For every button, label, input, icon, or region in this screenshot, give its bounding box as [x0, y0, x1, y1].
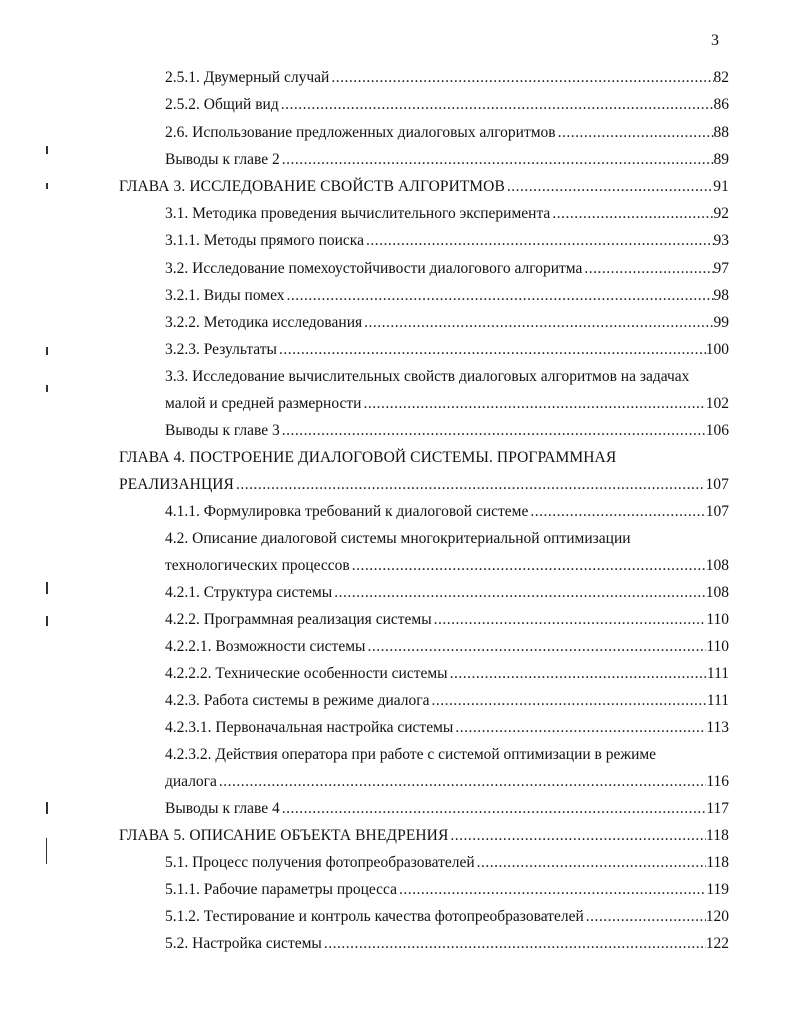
toc-entry-title: 5.1.2. Тестирование и контроль качества фотопреобразователей	[165, 908, 584, 925]
toc-entry[interactable]	[0, 664, 799, 684]
toc-entry-title-line1: 4.2. Описание диалоговой системы многокритериальной оптимизации	[165, 530, 631, 547]
toc-chapter[interactable]	[0, 177, 799, 197]
toc-entry-title: 4.2.2. Программная реализация системы	[165, 611, 432, 628]
toc-entry-title: Выводы к главе 2	[165, 151, 280, 168]
dot-leader	[584, 907, 706, 927]
toc-entry-title: 3.2.1. Виды помех	[165, 287, 285, 304]
toc-entry-title: 4.2.3. Работа системы в режиме диалога	[165, 692, 430, 709]
toc-entry-page: 122	[705, 935, 729, 952]
page-number: 3	[711, 32, 719, 49]
toc-entry[interactable]	[0, 583, 799, 603]
toc-entry[interactable]	[0, 95, 799, 115]
toc-entry-page: 88	[713, 124, 729, 141]
toc-entry-title: 5.1. Процесс получения фотопреобразователей	[165, 854, 475, 871]
dot-leader	[217, 772, 706, 792]
toc-entry-page: 100	[705, 341, 729, 358]
toc-entry[interactable]	[0, 529, 799, 577]
toc-entry-title: 2.5.1. Двумерный случай	[165, 69, 330, 86]
dot-leader	[505, 177, 713, 197]
toc-entry-title: 4.2.1. Структура системы	[165, 584, 333, 601]
toc-entry-page: 93	[713, 232, 729, 249]
toc-entry[interactable]	[0, 880, 799, 900]
toc-entry[interactable]	[0, 286, 799, 306]
dot-leader	[364, 231, 714, 251]
toc-entry-page: 113	[706, 719, 729, 736]
toc-entry-title: 4.2.2.1. Возможности системы	[165, 638, 366, 655]
dot-leader	[277, 340, 706, 360]
toc-entry[interactable]	[0, 68, 799, 88]
toc-entry-page: 89	[713, 151, 729, 168]
toc-entry-page: 110	[706, 611, 729, 628]
toc-entry-page: 117	[706, 800, 729, 817]
toc-entry-page: 118	[706, 827, 729, 844]
dot-leader	[448, 664, 707, 684]
toc-entry-title: Выводы к главе 3	[165, 422, 280, 439]
dot-leader	[528, 502, 705, 522]
toc-entry-title: малой и средней размерности	[165, 395, 362, 412]
toc-entry-title: 2.6. Использование предложенных диалоговых алгоритмов	[165, 124, 556, 141]
dot-leader	[234, 475, 705, 495]
toc-entry[interactable]	[0, 637, 799, 657]
dot-leader	[475, 853, 707, 873]
toc-entry-page: 99	[713, 314, 729, 331]
toc-entry[interactable]	[0, 610, 799, 630]
toc-entry-title: РЕАЛИЗАНЦИЯ	[119, 476, 234, 493]
dot-leader	[582, 259, 713, 279]
toc-chapter[interactable]	[0, 448, 799, 496]
toc-entry-title: 4.2.3.1. Первоначальная настройка системы	[165, 719, 454, 736]
toc-entry[interactable]	[0, 907, 799, 927]
dot-leader	[430, 691, 707, 711]
toc-entry-title: 5.1.1. Рабочие параметры процесса	[165, 881, 398, 898]
toc-entry-title: Выводы к главе 4	[165, 800, 280, 817]
dot-leader	[556, 123, 714, 143]
toc-entry[interactable]	[0, 367, 799, 415]
dot-leader	[280, 421, 706, 441]
toc-entry-page: 111	[706, 665, 729, 682]
toc-entry-title: 3.2.3. Результаты	[165, 341, 277, 358]
toc-chapter[interactable]	[0, 826, 799, 846]
dot-leader	[285, 286, 714, 306]
toc-entry[interactable]	[0, 502, 799, 522]
dot-leader	[453, 718, 706, 738]
toc-entry-title: 3.1. Методика проведения вычислительного эксперимента	[165, 205, 551, 222]
toc-entry[interactable]	[0, 204, 799, 224]
toc-entry-page: 106	[705, 422, 729, 439]
toc-entry-title: 4.1.1. Формулировка требований к диалоговой системе	[165, 503, 529, 520]
dot-leader	[362, 313, 713, 333]
toc-entry-page: 102	[705, 395, 729, 412]
toc-entry-title: технологических процессов	[165, 557, 350, 574]
dot-leader	[279, 95, 714, 115]
dot-leader	[280, 150, 714, 170]
toc-entry-page: 107	[705, 476, 729, 493]
toc-entry-page: 118	[706, 854, 729, 871]
toc-entry-page: 92	[713, 205, 729, 222]
toc-entry[interactable]	[0, 853, 799, 873]
toc-entry[interactable]	[0, 340, 799, 360]
toc-entry[interactable]	[0, 259, 799, 279]
toc-entry-page: 98	[713, 287, 729, 304]
toc-entry[interactable]	[0, 799, 799, 819]
toc-entry-title: 4.2.2.2. Технические особенности системы	[165, 665, 448, 682]
toc-entry[interactable]	[0, 691, 799, 711]
dot-leader	[332, 583, 706, 603]
dot-leader	[397, 880, 706, 900]
toc-entry[interactable]	[0, 123, 799, 143]
toc-entry-title: ГЛАВА 3. ИССЛЕДОВАНИЕ СВОЙСТВ АЛГОРИТМОВ	[119, 178, 505, 195]
dot-leader	[448, 826, 706, 846]
dot-leader	[329, 68, 713, 88]
dot-leader	[432, 610, 707, 630]
toc-entry-page: 111	[706, 692, 729, 709]
toc-entry[interactable]	[0, 934, 799, 954]
toc-entry[interactable]	[0, 231, 799, 251]
toc-entry-page: 120	[705, 908, 729, 925]
toc-entry-title-line1: 3.3. Исследование вычислительных свойств диалоговых алгоритмов на задачах	[165, 368, 690, 385]
toc-entry-title: ГЛАВА 5. ОПИСАНИЕ ОБЪЕКТА ВНЕДРЕНИЯ	[119, 827, 449, 844]
toc-entry-title: диалога	[165, 773, 217, 790]
dot-leader	[550, 204, 713, 224]
toc-entry-page: 119	[706, 881, 729, 898]
dot-leader	[350, 556, 706, 576]
dot-leader	[365, 637, 706, 657]
toc-entry-page: 91	[713, 178, 729, 195]
toc-entry[interactable]	[0, 150, 799, 170]
toc-entry[interactable]	[0, 313, 799, 333]
toc-entry-title: 2.5.2. Общий вид	[165, 96, 279, 113]
toc-entry-page: 86	[713, 96, 729, 113]
toc-entry-title: 3.1.1. Методы прямого поиска	[165, 232, 364, 249]
toc-entry-title: 5.2. Настройка системы	[165, 935, 322, 952]
toc-entry-page: 108	[705, 557, 729, 574]
toc-entry-page: 97	[713, 260, 729, 277]
toc-entry[interactable]	[0, 718, 799, 738]
dot-leader	[322, 934, 706, 954]
toc-entry-page: 116	[706, 773, 729, 790]
dot-leader	[361, 394, 705, 414]
dot-leader	[280, 799, 707, 819]
toc-entry-title: 3.2. Исследование помехоустойчивости диалогового алгоритма	[165, 260, 583, 277]
toc-entry-page: 82	[713, 69, 729, 86]
toc-entry[interactable]	[0, 745, 799, 793]
toc-entry-title-line1: ГЛАВА 4. ПОСТРОЕНИЕ ДИАЛОГОВОЙ СИСТЕМЫ. ПРОГРАММНАЯ	[119, 449, 617, 466]
toc-entry[interactable]	[0, 421, 799, 441]
toc-entry-title: 3.2.2. Методика исследования	[165, 314, 363, 331]
toc-entry-page: 108	[705, 584, 729, 601]
toc-entry-title-line1: 4.2.3.2. Действия оператора при работе с системой оптимизации в режиме	[165, 746, 657, 763]
toc-entry-page: 107	[705, 503, 729, 520]
toc-entry-page: 110	[706, 638, 729, 655]
